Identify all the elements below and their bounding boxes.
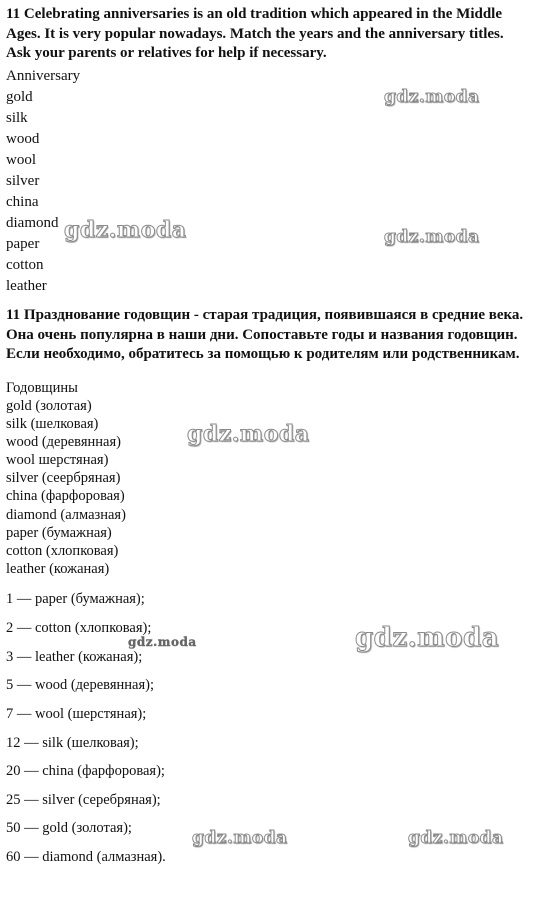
russian-item: silver (сеербряная) — [6, 470, 121, 486]
task-heading-russian: 11 Празднование годовщин - старая традиция, появившаяся в средние века. Она очень популярна в наши дни. Сопоставьте годы и названия годовщин. Если необходимо, обратитесь за помощью к родителям или родственникам. — [6, 307, 524, 362]
russian-item: diamond (алмазная) — [6, 507, 126, 523]
answer-line: 20 — china (фарфоровая); — [6, 763, 165, 779]
watermark: gdz.moda — [192, 828, 288, 848]
anniversary-header: Anniversary — [6, 68, 81, 84]
english-item: wood — [6, 131, 40, 147]
russian-item: wool шерстяная) — [6, 452, 109, 468]
english-item: leather — [6, 278, 47, 294]
english-item: cotton — [6, 257, 44, 273]
russian-item: china (фарфоровая) — [6, 488, 125, 504]
english-item: wool — [6, 152, 36, 168]
answer-line: 7 — wool (шерстяная); — [6, 706, 147, 722]
russian-item: cotton (хлопковая) — [6, 543, 119, 559]
anniversary-header-russian: Годовщины — [6, 380, 78, 396]
watermark: gdz.moda — [408, 828, 504, 848]
russian-item: silk (шелковая) — [6, 416, 99, 432]
answer-line: 3 — leather (кожаная); — [6, 649, 143, 665]
english-item: paper — [6, 236, 40, 252]
watermark: gdz.moda — [187, 421, 310, 447]
answer-line: 60 — diamond (алмазная). — [6, 849, 166, 865]
task-heading-english: 11 Celebrating anniversaries is an old tradition which appeared in the Middle Ages. It is very popular nowadays. Match the years and the anniversary titles. Ask your parents or relatives for help if necessary. — [6, 6, 504, 61]
english-item: silver — [6, 173, 40, 189]
russian-item: leather (кожаная) — [6, 561, 110, 577]
english-item: china — [6, 194, 39, 210]
watermark: gdz.moda — [64, 217, 187, 243]
answer-line: 1 — paper (бумажная); — [6, 591, 145, 607]
answer-line: 50 — gold (золотая); — [6, 820, 132, 836]
watermark: gdz.moda — [384, 87, 480, 107]
answer-line: 25 — silver (серебряная); — [6, 792, 161, 808]
answer-line: 12 — silk (шелковая); — [6, 735, 139, 751]
english-item: silk — [6, 110, 28, 126]
answer-line: 5 — wood (деревянная); — [6, 677, 154, 693]
english-item: gold — [6, 89, 33, 105]
english-item: diamond — [6, 215, 59, 231]
watermark: gdz.moda — [384, 227, 480, 247]
russian-item: wood (деревянная) — [6, 434, 121, 450]
answer-line: 2 — cotton (хлопковая); — [6, 620, 152, 636]
watermark: gdz.moda — [355, 623, 500, 653]
russian-item: paper (бумажная) — [6, 525, 112, 541]
watermark: gdz.moda — [128, 635, 197, 649]
russian-item: gold (золотая) — [6, 398, 92, 414]
